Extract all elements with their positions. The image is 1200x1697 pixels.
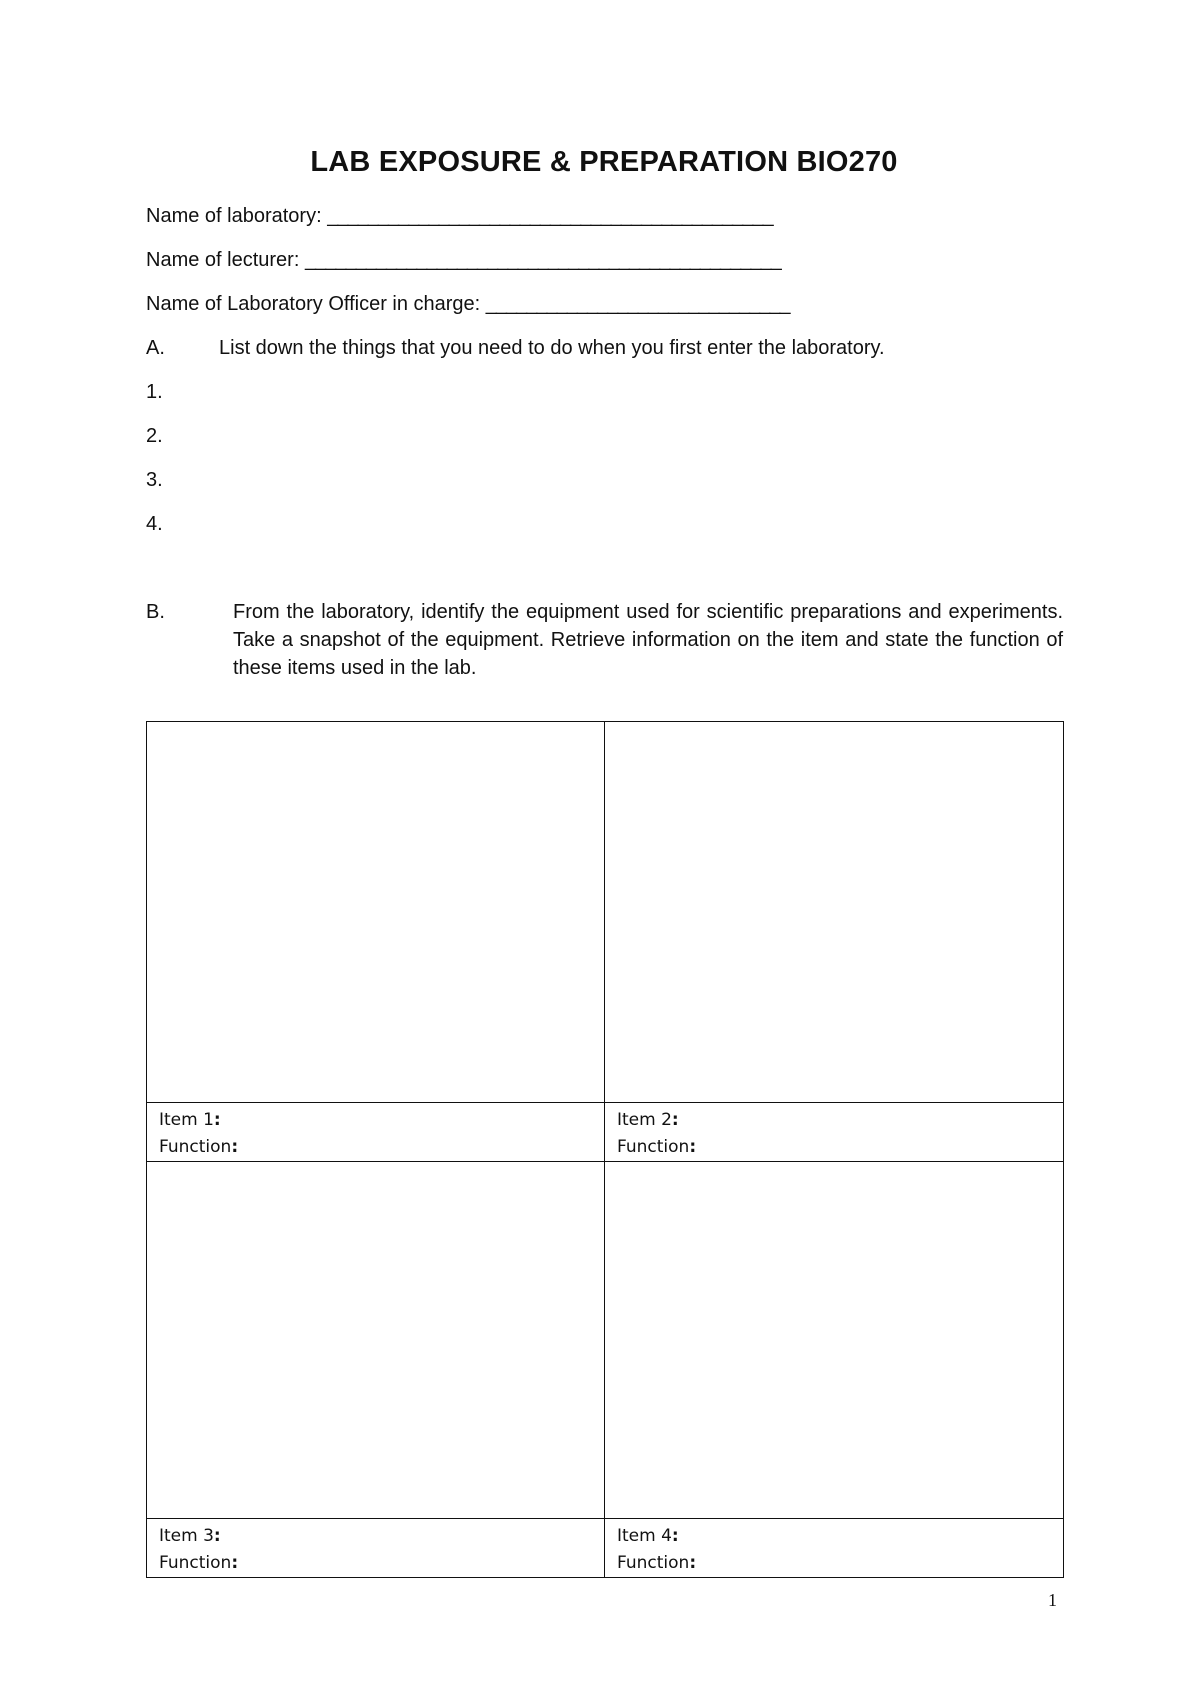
section-a-instruction: List down the things that you need to do when you first enter the laboratory. [219, 337, 885, 359]
photo-cell-item-3 [147, 1162, 605, 1519]
equipment-table [146, 721, 1064, 1578]
function-label: Function [159, 1137, 232, 1157]
item-label: Item 1 [159, 1110, 214, 1130]
field-blank-line: ____________________________________________ [327, 205, 773, 227]
field-blank-line: ______________________________ [485, 293, 790, 315]
list-number-3: 3. [146, 469, 163, 491]
page-number: 1 [1048, 1590, 1057, 1610]
list-number-1: 1. [146, 381, 163, 403]
field-label: Name of lecturer: [146, 249, 305, 271]
label-cell-item-1: Item 1: Function: [147, 1103, 605, 1162]
list-number-4: 4. [146, 513, 163, 535]
function-label: Function [159, 1553, 232, 1573]
label-cell-item-2: Item 2: Function: [605, 1103, 1064, 1162]
photo-cell-item-1 [147, 722, 605, 1103]
function-label: Function [617, 1137, 690, 1157]
field-blank-line: _______________________________________________ [304, 249, 781, 271]
section-b-letter: B. [146, 601, 165, 623]
item-label: Item 4 [617, 1526, 672, 1546]
section-b-instruction: From the laboratory, identify the equipment used for scientific preparations and experiments. Take a snapshot of the equipment. Retrieve information on the item and state the function of these items used in the lab. [233, 601, 1063, 679]
field-lab-officer-name [146, 293, 790, 316]
photo-cell-item-4 [605, 1162, 1064, 1519]
item-label: Item 2 [617, 1110, 672, 1130]
function-label: Function [617, 1553, 690, 1573]
label-cell-item-3: Item 3: Function: [147, 1519, 605, 1578]
field-label: Name of Laboratory Officer in charge: [146, 293, 486, 315]
field-lecturer-name [146, 249, 781, 272]
field-laboratory-name [146, 205, 773, 228]
field-label: Name of laboratory: [146, 205, 328, 227]
item-label: Item 3 [159, 1526, 214, 1546]
label-cell-item-4: Item 4: Function: [605, 1519, 1064, 1578]
section-a-letter: A. [146, 337, 165, 359]
list-number-2: 2. [146, 425, 163, 447]
document-title: LAB EXPOSURE & PREPARATION BIO270 [310, 146, 898, 178]
photo-cell-item-2 [605, 722, 1064, 1103]
